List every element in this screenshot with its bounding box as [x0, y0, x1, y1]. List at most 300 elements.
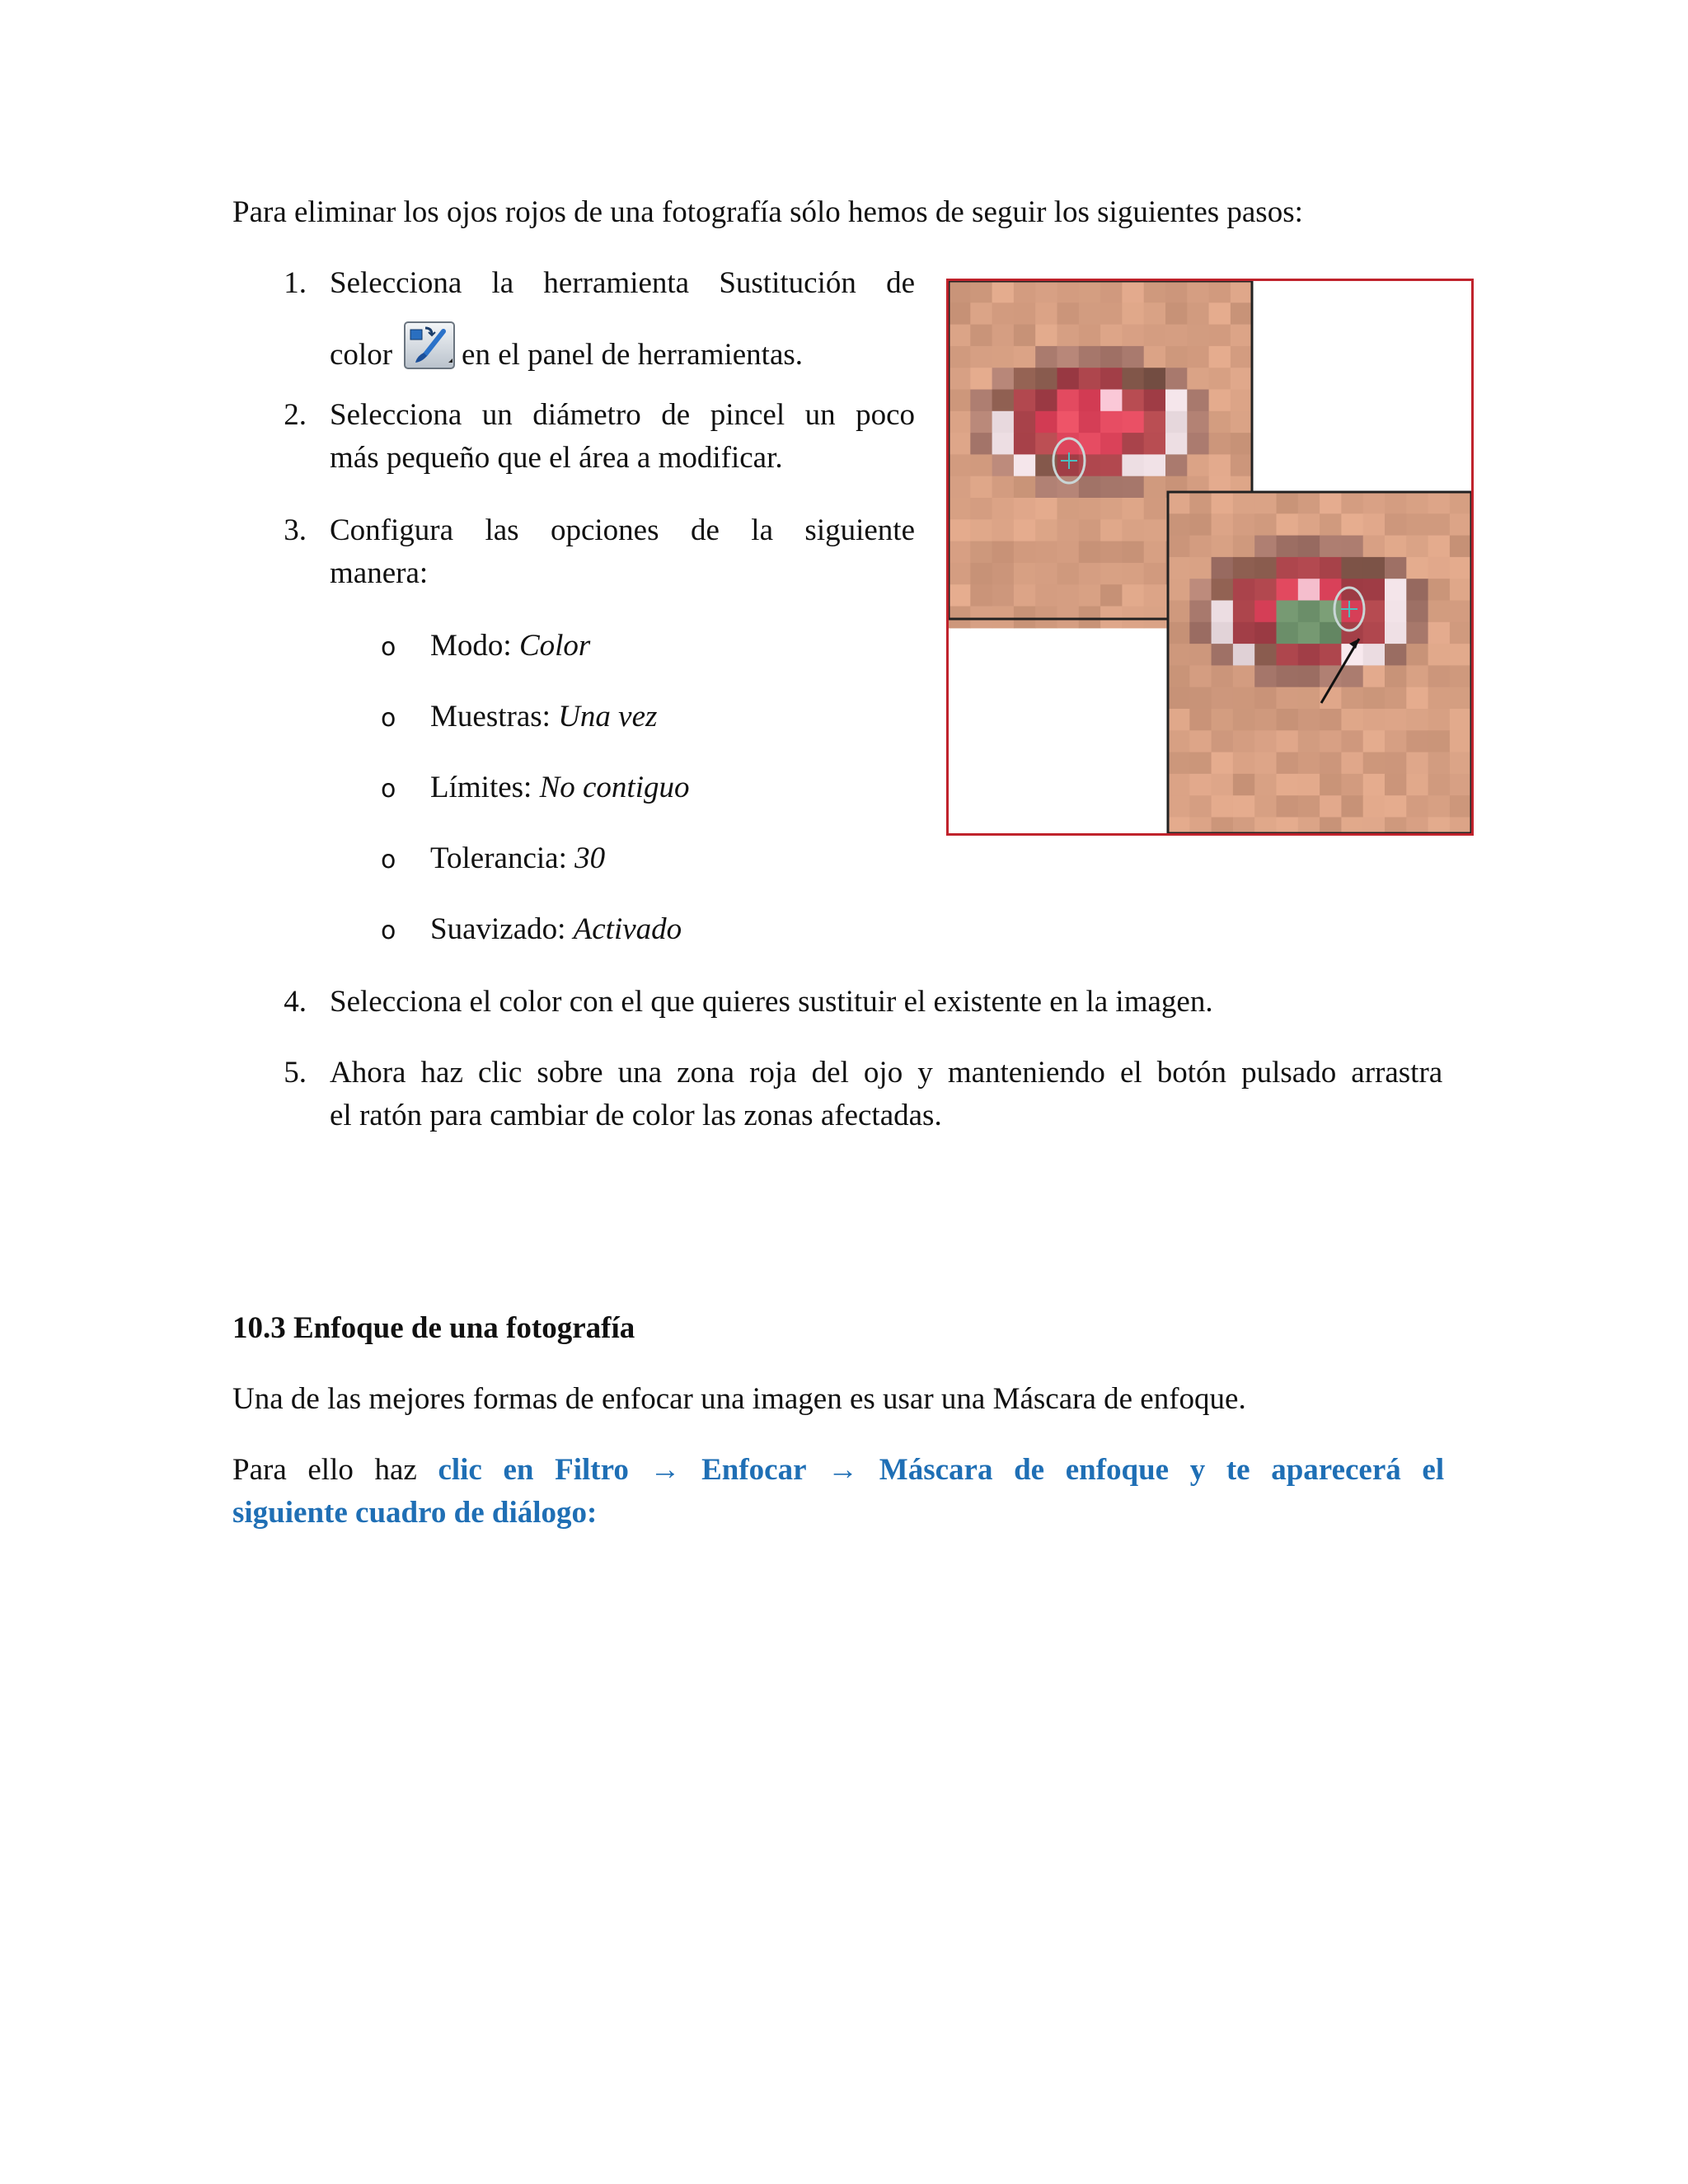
eye-pixel: [992, 346, 1015, 368]
eye-pixel: [1189, 536, 1212, 558]
eye-pixel: [1144, 563, 1166, 585]
eye-pixel: [1212, 622, 1234, 644]
eye-pixel: [1231, 325, 1253, 347]
eye-pixel: [949, 390, 971, 412]
eye-pixel: [1057, 563, 1080, 585]
eye-pixel: [1233, 687, 1255, 710]
eye-pixel: [1212, 687, 1234, 710]
eye-pixel: [1231, 302, 1253, 325]
eye-pixel: [1144, 519, 1166, 541]
eye-pixel: [1187, 390, 1209, 412]
eye-pixel: [1165, 368, 1188, 390]
eye-pixel: [992, 541, 1015, 564]
eye-pixel: [1187, 454, 1209, 476]
eye-pixel: [1406, 752, 1428, 775]
eye-pixel: [1406, 557, 1428, 579]
eye-pixel: [1298, 687, 1320, 710]
eye-pixel: [949, 454, 971, 476]
eye-pixel: [1168, 687, 1190, 710]
eye-pixel: [1428, 752, 1451, 775]
eye-pixel: [1385, 492, 1407, 514]
eye-pixel: [1122, 584, 1144, 607]
eye-pixel: [1231, 281, 1253, 303]
eye-pixel: [1014, 368, 1036, 390]
eye-pixel: [1057, 411, 1080, 434]
eye-pixel: [1035, 519, 1057, 541]
eye-pixel: [1212, 492, 1234, 514]
eye-pixel: [1168, 536, 1190, 558]
eye-pixel: [1144, 281, 1166, 303]
eye-pixel: [1100, 519, 1123, 541]
eye-pixel: [1277, 622, 1299, 644]
eye-pixel: [1165, 346, 1188, 368]
eye-pixel: [1450, 818, 1471, 834]
word: botón: [1156, 1056, 1227, 1090]
eye-pixel: [992, 302, 1015, 325]
eye-pixel: [1233, 818, 1255, 834]
eye-pixel: [970, 302, 992, 325]
eye-pixel: [1406, 601, 1428, 623]
paragraph-2-line-2: siguiente cuadro de diálogo:: [232, 1496, 598, 1530]
paragraph-2-line-1-text: [232, 1449, 1444, 1492]
eye-pixel: [1212, 730, 1234, 752]
eye-pixel: [970, 498, 992, 520]
word: una: [617, 1056, 663, 1090]
eye-pixel: [1363, 795, 1386, 818]
eye-pixel: [1450, 795, 1471, 818]
eye-pixel: [1363, 601, 1386, 623]
eye-pixel: [1363, 492, 1386, 514]
eye-pixel: [1277, 579, 1299, 601]
eye-pixel: [970, 411, 992, 434]
eye-pixel: [1122, 476, 1144, 499]
eye-pixel: [1254, 687, 1277, 710]
menu-path-word: el: [1422, 1453, 1445, 1487]
step-2-line-2: más pequeño que el área a modificar.: [330, 441, 783, 475]
eye-pixel: [1341, 818, 1363, 834]
eye-pixel: [1100, 302, 1123, 325]
eye-pixel: [1057, 302, 1080, 325]
eye-pixel: [1189, 557, 1212, 579]
eye-pixel: [1233, 730, 1255, 752]
eye-pixel: [1165, 433, 1188, 455]
eye-pixel: [1385, 709, 1407, 731]
eye-pixel: [1320, 752, 1342, 775]
eye-pixel: [1079, 541, 1101, 564]
eye-pixel: [1144, 476, 1166, 499]
word: ojo: [863, 1056, 903, 1090]
intro-text: Para eliminar los ojos rojos de una fotografía sólo hemos de seguir los siguientes pasos:: [232, 195, 1303, 229]
eye-pixel: [949, 607, 971, 629]
eye-pixel: [1079, 476, 1101, 499]
eye-pixel: [1100, 433, 1123, 455]
eye-pixel: [1450, 687, 1471, 710]
eye-pixel: [970, 607, 992, 629]
eye-pixel: [1014, 607, 1036, 629]
step-1-color-word: color: [330, 338, 393, 372]
eye-pixel: [1298, 818, 1320, 834]
eye-pixel: [1212, 774, 1234, 796]
eye-pixel: [1320, 709, 1342, 731]
eye-pixel: [970, 346, 992, 368]
eye-pixel: [1144, 541, 1166, 564]
eye-pixel: [949, 302, 971, 325]
eye-pixel: [1231, 433, 1253, 455]
eye-pixel: [1165, 411, 1188, 434]
eye-pixel: [1189, 644, 1212, 666]
eye-pixel: [1144, 584, 1166, 607]
arrow-glyph: →: [828, 1453, 859, 1487]
arrow-glyph: →: [649, 1453, 681, 1487]
eye-pixel: [1079, 411, 1101, 434]
eye-pixel: [1341, 709, 1363, 731]
eye-pixel: [949, 368, 971, 390]
eye-pixel: [1057, 454, 1080, 476]
eye-pixel: [1254, 601, 1277, 623]
eye-pixel: [1035, 476, 1057, 499]
eye-pixel: [1231, 454, 1253, 476]
eye-pixel: [1298, 536, 1320, 558]
eye-pixel: [1035, 563, 1057, 585]
option-antialias: [430, 908, 682, 951]
red-eye-illustration: [949, 281, 1471, 833]
eye-pixel: [1057, 368, 1080, 390]
eye-pixel: [1122, 433, 1144, 455]
eye-pixel: [1450, 579, 1471, 601]
eye-pixel: [1277, 752, 1299, 775]
eye-pixel: [1298, 665, 1320, 687]
eye-pixel: [1320, 579, 1342, 601]
eye-pixel: [1187, 325, 1209, 347]
word: zona: [677, 1056, 734, 1090]
eye-pixel: [1014, 476, 1036, 499]
eye-pixel: [1341, 752, 1363, 775]
eye-pixel: [1189, 730, 1212, 752]
eye-pixel: [992, 411, 1015, 434]
eye-pixel: [1189, 513, 1212, 536]
eye-pixel: [1298, 513, 1320, 536]
word: manteniendo: [947, 1056, 1105, 1090]
eye-pixel: [1385, 687, 1407, 710]
word: pulsado: [1241, 1056, 1337, 1090]
eye-pixel: [1212, 665, 1234, 687]
eye-pixel: [1122, 325, 1144, 347]
eye-pixel: [1079, 563, 1101, 585]
eye-pixel: [1320, 644, 1342, 666]
eye-pixel: [1406, 774, 1428, 796]
eye-pixel: [1014, 302, 1036, 325]
word: la: [751, 513, 773, 547]
eye-pixel: [1035, 498, 1057, 520]
eye-pixel: [1187, 302, 1209, 325]
eye-pixel: [1079, 584, 1101, 607]
eye-pixel: [1079, 368, 1101, 390]
eye-pixel: [1144, 498, 1166, 520]
eye-pixel: [1168, 492, 1190, 514]
eye-pixel: [970, 433, 992, 455]
eye-pixel: [1277, 665, 1299, 687]
eye-pixel: [1320, 536, 1342, 558]
step-5-line-2: el ratón para cambiar de color las zonas afectadas.: [330, 1099, 942, 1132]
eye-pixel: [1233, 579, 1255, 601]
bullet-marker: o: [381, 916, 396, 945]
eye-pixel: [1406, 513, 1428, 536]
eye-pixel: [1187, 411, 1209, 434]
eye-pixel: [970, 563, 992, 585]
eye-pixel: [1057, 607, 1080, 629]
eye-pixel: [1209, 433, 1231, 455]
eye-pixel: [1277, 644, 1299, 666]
eye-pixel: [1254, 622, 1277, 644]
eye-pixel: [1277, 730, 1299, 752]
eye-pixel: [970, 584, 992, 607]
eye-pixel: [1189, 752, 1212, 775]
step-2-number: 2.: [284, 398, 307, 432]
eye-pixel: [1406, 795, 1428, 818]
option-value: Color: [518, 629, 591, 663]
eye-pixel: [1320, 601, 1342, 623]
eye-pixel: [1428, 601, 1451, 623]
step-3-line-2: manera:: [330, 556, 429, 590]
eye-pixel: [949, 411, 971, 434]
menu-path-word: de: [1014, 1453, 1045, 1487]
eye-pixel: [1144, 411, 1166, 434]
eye-pixel: [1406, 492, 1428, 514]
eye-pixel: [1341, 687, 1363, 710]
menu-path-word: aparecerá: [1271, 1453, 1401, 1487]
eye-pixel: [1079, 498, 1101, 520]
eye-pixel: [1406, 730, 1428, 752]
eye-pixel: [1122, 368, 1144, 390]
eye-pixel: [1014, 454, 1036, 476]
eye-pixel: [1320, 492, 1342, 514]
eye-pixel: [1079, 346, 1101, 368]
eye-pixel: [1209, 390, 1231, 412]
eye-pixel: [1014, 563, 1036, 585]
eye-pixel: [992, 476, 1015, 499]
option-label: Suavizado:: [430, 912, 574, 946]
eye-pixel: [1231, 411, 1253, 434]
eye-pixel: [1450, 536, 1471, 558]
eye-pixel: [970, 281, 992, 303]
eye-pixel: [1363, 818, 1386, 834]
eye-pixel: [1428, 644, 1451, 666]
eye-pixel: [1187, 346, 1209, 368]
eye-pixel: [1298, 774, 1320, 796]
eye-pixel: [1406, 665, 1428, 687]
eye-pixel: [992, 454, 1015, 476]
eye-pixel: [1014, 390, 1036, 412]
menu-path-word: Enfocar: [701, 1453, 807, 1487]
eye-pixel: [1385, 579, 1407, 601]
eye-pixel: [1079, 325, 1101, 347]
eye-pixel: [1277, 709, 1299, 731]
eye-pixel: [1450, 622, 1471, 644]
eye-pixel: [1122, 390, 1144, 412]
menu-path-word: y: [1189, 1453, 1206, 1487]
eye-pixel: [1363, 622, 1386, 644]
eye-pixel: [1277, 601, 1299, 623]
eye-pixel: [1233, 601, 1255, 623]
eye-pixel: [1057, 519, 1080, 541]
paragraph-2-line-1: [232, 1449, 1444, 1492]
eye-pixel: [992, 281, 1015, 303]
eye-pixel: [970, 519, 992, 541]
eye-pixel: [1254, 730, 1277, 752]
word: herramienta: [543, 266, 690, 300]
eye-pixel: [992, 563, 1015, 585]
eye-pixel: [1277, 818, 1299, 834]
eye-pixel: [1320, 774, 1342, 796]
eye-pixel: [1122, 498, 1144, 520]
eye-pixel: [1406, 818, 1428, 834]
eye-pixel: [1341, 730, 1363, 752]
eye-pixel: [949, 433, 971, 455]
eye-pixel: [1341, 601, 1363, 623]
eye-pixel: [1254, 557, 1277, 579]
eye-pixel: [970, 454, 992, 476]
eye-pixel: [1035, 584, 1057, 607]
eye-pixel: [1320, 665, 1342, 687]
word: clic: [477, 1056, 523, 1090]
eye-pixel: [1277, 795, 1299, 818]
eye-pixel: [1385, 752, 1407, 775]
word: sobre: [537, 1056, 603, 1090]
bullet-marker: o: [381, 704, 396, 733]
step-4-number: 4.: [284, 985, 307, 1019]
menu-path-word: Máscara: [879, 1453, 993, 1487]
eye-pixel: [970, 541, 992, 564]
eye-pixel: [1035, 281, 1057, 303]
eye-pixel: [1385, 774, 1407, 796]
eye-pixel: [1212, 579, 1234, 601]
eye-pixel: [1341, 513, 1363, 536]
eye-pixel: [1035, 346, 1057, 368]
eye-pixel: [1209, 454, 1231, 476]
eye-pixel: [1450, 752, 1471, 775]
eye-pixel: [1079, 519, 1101, 541]
menu-path-word: enfoque: [1065, 1453, 1170, 1487]
eye-pixel: [1057, 498, 1080, 520]
word: de: [661, 398, 691, 432]
eye-pixel: [1168, 579, 1190, 601]
eye-pixel: [1428, 579, 1451, 601]
eye-pixel: [1363, 513, 1386, 536]
eye-pixel: [1254, 752, 1277, 775]
eye-pixel: [1277, 536, 1299, 558]
eye-pixel: [1363, 665, 1386, 687]
step-5-number: 5.: [284, 1056, 307, 1090]
eye-pixel: [1428, 774, 1451, 796]
eye-pixel: [1212, 513, 1234, 536]
bullet-marker: o: [381, 775, 396, 804]
eye-pixel: [1450, 492, 1471, 514]
eye-pixel: [1014, 519, 1036, 541]
eye-pixel: [1385, 730, 1407, 752]
eye-pixel: [1100, 563, 1123, 585]
eye-pixel: [1363, 774, 1386, 796]
eye-pixel: [1341, 665, 1363, 687]
eye-pixel: [1231, 346, 1253, 368]
word: pincel: [710, 398, 785, 432]
eye-pixel: [1189, 665, 1212, 687]
eye-pixel: [1254, 665, 1277, 687]
eye-pixel: [1406, 579, 1428, 601]
eye-pixel: [1450, 774, 1471, 796]
eye-pixel: [1233, 795, 1255, 818]
eye-pixel: [1254, 709, 1277, 731]
eye-pixel: [1450, 557, 1471, 579]
eye-pixel: [1168, 513, 1190, 536]
eye-pixel: [1035, 325, 1057, 347]
eye-pixel: [1233, 709, 1255, 731]
eye-pixel: [1057, 584, 1080, 607]
eye-pixel: [970, 325, 992, 347]
eye-pixel: [1189, 774, 1212, 796]
eye-pixel: [1144, 454, 1166, 476]
menu-path-word: te: [1226, 1453, 1250, 1487]
eye-pixel: [1233, 513, 1255, 536]
eye-pixel: [1168, 601, 1190, 623]
option-label: Modo:: [430, 629, 519, 663]
color-replacement-tool-icon: [404, 321, 455, 369]
eye-pixel: [1233, 644, 1255, 666]
eye-pixel: [1035, 541, 1057, 564]
eye-pixel: [1165, 390, 1188, 412]
eye-pixel: [1144, 607, 1166, 629]
eye-pixel: [1298, 795, 1320, 818]
eye-pixel: [1363, 687, 1386, 710]
eye-pixel: [1341, 492, 1363, 514]
eye-pixel: [1233, 557, 1255, 579]
option-mode: [430, 625, 590, 668]
eye-pixel: [1363, 644, 1386, 666]
word: de: [690, 513, 720, 547]
eye-pixel: [1100, 411, 1123, 434]
eye-pixel: [1406, 687, 1428, 710]
step-1-line-1: [330, 262, 915, 305]
word: Ahora: [330, 1056, 406, 1090]
eye-pixel: [949, 346, 971, 368]
eye-pixel: [1428, 687, 1451, 710]
eye-pixel: [1168, 622, 1190, 644]
eye-pixel: [970, 476, 992, 499]
eye-pixel: [1212, 644, 1234, 666]
eye-pixel: [1057, 281, 1080, 303]
eye-pixel: [1385, 601, 1407, 623]
eye-pixel: [1341, 774, 1363, 796]
eye-pixel: [1187, 281, 1209, 303]
eye-pixel: [1212, 752, 1234, 775]
eye-pixel: [1341, 795, 1363, 818]
eye-pixel: [1385, 644, 1407, 666]
menu-path-word: en: [503, 1453, 534, 1487]
eye-pixel: [1320, 818, 1342, 834]
eye-pixel: [1277, 492, 1299, 514]
word: arrastra: [1351, 1056, 1443, 1090]
eye-pixel: [1209, 281, 1231, 303]
eye-pixel: [1168, 818, 1190, 834]
eye-pixel: [1165, 325, 1188, 347]
eye-pixel: [1254, 644, 1277, 666]
option-tolerance: [430, 837, 605, 880]
eye-pixel: [1363, 752, 1386, 775]
eye-pixel: [1298, 492, 1320, 514]
eye-pixel: [1144, 433, 1166, 455]
word: poco: [856, 398, 916, 432]
eye-pixel: [1254, 818, 1277, 834]
eye-pixel: [1165, 281, 1188, 303]
